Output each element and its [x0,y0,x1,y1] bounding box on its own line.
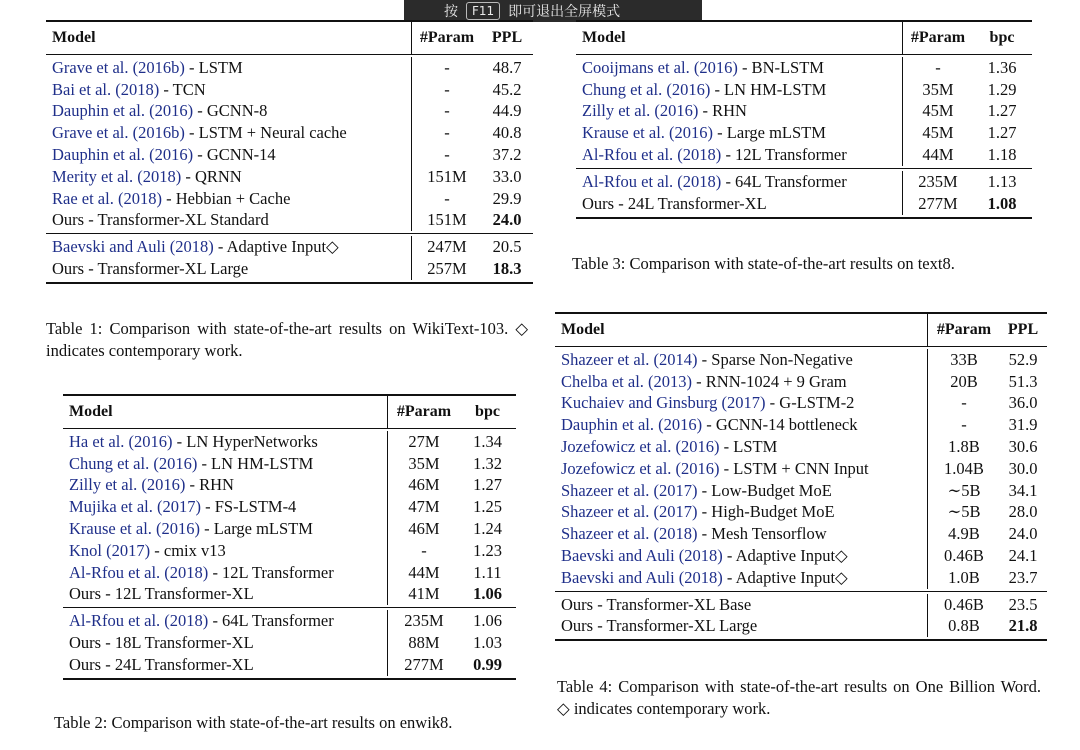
citation-link: Zilly et al. (2016) [69,475,186,495]
citation-link: Rae et al. (2018) [52,188,162,208]
param-cell: 44M [387,562,460,584]
param-cell: 46M [387,518,460,540]
model-cell [46,237,411,257]
table-row [46,166,533,188]
citation-link: Al-Rfou et al. (2018) [69,562,209,582]
model-cell [555,350,927,370]
model-cell [63,563,387,583]
model-cell [63,519,387,539]
model-name: Ours - Transformer-XL Large [561,616,758,636]
table-row [46,236,533,258]
table-row [555,349,1047,371]
table-row [576,122,1032,144]
model-cell [555,568,927,588]
citation-link: Baevski and Auli (2018) [52,237,214,257]
metric-cell: 1.13 [987,171,1017,191]
model-cell [555,524,927,544]
table-row-group [46,55,533,234]
metric-cell: 24.1 [1008,546,1038,566]
metric-cell: 30.0 [1008,458,1038,478]
metric-cell: 28.0 [1008,502,1038,522]
table-row [63,475,516,497]
param-cell: - [411,122,482,144]
param-cell: 45M [902,101,973,123]
table-row [46,57,533,79]
model-name: - LSTM [184,57,243,77]
citation-link: Grave et al. (2016b) [52,57,185,77]
model-name: Ours - Transformer-XL Standard [52,210,269,230]
table-2-caption [54,712,534,734]
table-1-caption-text: Comparison with state-of-the-art results on WikiText-103. ◇ indicates contemporary work. [46,319,529,360]
table-3-caption [572,253,1042,275]
citation-link: Knol (2017) [69,540,151,560]
param-cell: ∼5B [927,502,1000,524]
table-row [63,654,516,676]
citation-link: Grave et al. (2016b) [52,123,185,143]
param-cell: 44M [902,144,973,166]
header-metric: PPL [1007,321,1039,338]
param-cell: 277M [387,654,460,676]
metric-cell: 29.9 [492,188,522,208]
citation-link: Jozefowicz et al. (2016) [561,458,720,478]
model-name: - G-LSTM-2 [765,393,855,413]
model-cell [63,432,387,452]
citation-link: Dauphin et al. (2016) [561,415,703,435]
param-cell: ∼5B [927,480,1000,502]
model-name: - LSTM + CNN Input [719,458,869,478]
model-name: - LSTM [719,437,778,457]
citation-link: Zilly et al. (2016) [582,101,699,121]
model-name: - cmix v13 [150,540,226,560]
param-cell: 0.46B [927,594,1000,616]
citation-link: Jozefowicz et al. (2016) [561,437,720,457]
citation-link: Al-Rfou et al. (2018) [69,611,209,631]
header-model: Model [582,29,626,46]
model-cell [46,189,411,209]
param-cell: 257M [411,258,482,280]
param-cell: - [411,188,482,210]
model-cell [46,58,411,78]
table-row-group [576,55,1032,169]
model-name: Ours - Transformer-XL Base [561,594,752,614]
metric-cell: 33.0 [492,166,522,186]
header-model: Model [69,403,113,420]
model-name: - LN HyperNetworks [172,431,318,451]
model-cell [63,655,387,675]
table-row [555,567,1047,589]
table-row [555,502,1047,524]
metric-cell: 36.0 [1008,393,1038,413]
header-model: Model [561,321,605,338]
model-cell [576,172,902,192]
table-row [46,122,533,144]
model-name: - RHN [698,101,747,121]
metric-cell: 40.8 [492,123,522,143]
model-cell [63,497,387,517]
citation-link: Merity et al. (2018) [52,166,182,186]
table-row [63,431,516,453]
param-cell: 46M [387,475,460,497]
model-name: - GCNN-14 [193,145,276,165]
table-row [63,496,516,518]
param-cell: 151M [411,210,482,232]
model-name: - GCNN-14 bottleneck [702,415,858,435]
metric-cell: 1.34 [473,431,502,451]
model-name: - 12L Transformer [721,145,847,165]
header-param: #Param [411,22,482,54]
model-name: - Adaptive Input◇ [722,546,848,566]
table-row [63,453,516,475]
metric-cell: 37.2 [492,145,522,165]
model-cell [555,372,927,392]
table-1-caption-label: Table 1: [46,319,103,338]
param-cell: 235M [387,610,460,632]
table-row [555,523,1047,545]
citation-link: Baevski and Auli (2018) [561,567,723,587]
model-cell [46,123,411,143]
metric-cell: 1.24 [473,519,502,539]
param-cell: 0.8B [927,616,1000,638]
model-name: - QRNN [181,166,242,186]
model-cell [63,454,387,474]
table-4-caption-label: Table 4: [557,677,613,696]
citation-link: Al-Rfou et al. (2018) [582,145,722,165]
metric-cell: 18.3 [492,259,522,279]
table-row-group [576,169,1032,217]
model-cell [46,259,411,279]
model-cell [555,459,927,479]
citation-link: Cooijmans et al. (2016) [582,57,738,77]
metric-cell: 1.11 [473,562,502,582]
metric-cell: 48.7 [492,57,522,77]
header-metric: PPL [491,29,523,46]
table-row [555,616,1047,638]
param-cell: 1.8B [927,436,1000,458]
param-cell: - [927,414,1000,436]
citation-link: Krause et al. (2016) [69,519,201,539]
header-param: #Param [902,22,973,54]
param-cell: 0.46B [927,545,1000,567]
citation-link: Dauphin et al. (2016) [52,145,194,165]
model-cell [555,481,927,501]
metric-cell: 44.9 [492,101,522,121]
table-row [576,171,1032,193]
header-param: #Param [927,314,1000,346]
table-row [555,414,1047,436]
model-name: - FS-LSTM-4 [200,497,297,517]
f11-key-icon: F11 [466,2,500,20]
citation-link: Ha et al. (2016) [69,431,173,451]
param-cell: 41M [387,584,460,606]
metric-cell: 1.36 [987,57,1017,77]
table-row [555,436,1047,458]
table-row [555,393,1047,415]
model-cell [555,415,927,435]
model-name: - Hebbian + Cache [161,188,291,208]
model-name: - Sparse Non-Negative [697,349,853,369]
table-2-caption-text: Comparison with state-of-the-art results on enwik8. [111,713,453,732]
model-name: - GCNN-8 [193,101,268,121]
model-cell [63,633,387,653]
metric-cell: 21.8 [1008,616,1038,636]
header-model: Model [52,29,96,46]
table-row [63,610,516,632]
metric-cell: 30.6 [1008,437,1038,457]
table-row [46,188,533,210]
hint-text: 即可退出全屏模式 [508,4,621,20]
metric-cell: 1.25 [473,497,502,517]
metric-cell: 1.27 [473,475,502,495]
model-cell [63,611,387,631]
table-row [576,144,1032,166]
citation-link: Chung et al. (2016) [69,453,198,473]
model-name: - Adaptive Input◇ [722,567,848,587]
table-row [63,540,516,562]
param-cell: 4.9B [927,523,1000,545]
metric-cell: 51.3 [1008,371,1038,391]
model-cell [555,616,927,636]
model-name: - Mesh Tensorflow [697,524,827,544]
table-row [555,371,1047,393]
param-cell: 1.0B [927,567,1000,589]
param-cell: 35M [387,453,460,475]
table-row [555,594,1047,616]
model-name: - Large mLSTM [200,519,313,539]
table-row [63,584,516,606]
model-cell [46,167,411,187]
citation-link: Mujika et al. (2017) [69,497,201,517]
table-row-group [63,608,516,677]
model-name: - BN-LSTM [737,57,824,77]
model-cell [555,546,927,566]
model-cell [576,101,902,121]
table-row [63,518,516,540]
table-2 [63,394,516,680]
table-row [46,101,533,123]
citation-link: Shazeer et al. (2017) [561,502,698,522]
table-header-row [46,22,533,55]
table-row [576,101,1032,123]
metric-cell: 23.5 [1008,594,1038,614]
model-name: Ours - 24L Transformer-XL [582,193,767,213]
metric-cell: 1.32 [473,453,502,473]
model-name: - Adaptive Input◇ [213,237,339,257]
model-name: - RNN-1024 + 9 Gram [692,371,847,391]
model-cell [46,210,411,230]
model-cell [63,584,387,604]
table-row [63,562,516,584]
metric-cell: 24.0 [492,210,522,230]
metric-cell: 52.9 [1008,349,1038,369]
model-name: - 64L Transformer [721,171,847,191]
param-cell: 277M [902,193,973,215]
header-metric: bpc [989,29,1015,46]
table-row-group [555,347,1047,592]
model-cell [576,80,902,100]
header-metric: bpc [475,403,500,420]
model-name: - 64L Transformer [208,611,334,631]
param-cell: 45M [902,122,973,144]
metric-cell: 1.06 [473,611,502,631]
table-row [46,258,533,280]
metric-cell: 1.27 [987,123,1017,143]
param-cell: - [927,393,1000,415]
param-cell: - [411,101,482,123]
table-3-caption-text: Comparison with state-of-the-art results on text8. [629,254,955,273]
table-row [63,632,516,654]
model-cell [555,393,927,413]
citation-link: Chung et al. (2016) [582,79,711,99]
table-1 [46,20,533,284]
metric-cell: 0.99 [473,654,502,674]
model-name: Ours - 24L Transformer-XL [69,654,254,674]
model-name: - 12L Transformer [208,562,334,582]
citation-link: Shazeer et al. (2014) [561,349,698,369]
param-cell: - [387,540,460,562]
model-cell [576,123,902,143]
citation-link: Kuchaiev and Ginsburg (2017) [561,393,766,413]
metric-cell: 1.27 [987,101,1017,121]
param-cell: - [411,79,482,101]
citation-link: Al-Rfou et al. (2018) [582,171,722,191]
citation-link: Baevski and Auli (2018) [561,546,723,566]
param-cell: 27M [387,431,460,453]
citation-link: Shazeer et al. (2017) [561,480,698,500]
model-cell [555,437,927,457]
param-cell: - [411,144,482,166]
param-cell: 151M [411,166,482,188]
table-1-caption [46,318,528,362]
metric-cell: 20.5 [492,237,522,257]
metric-cell: 1.23 [473,540,502,560]
table-row [46,144,533,166]
param-cell: 20B [927,371,1000,393]
model-cell [46,80,411,100]
table-row [576,57,1032,79]
metric-cell: 24.0 [1008,524,1038,544]
metric-cell: 1.08 [987,193,1017,213]
metric-cell: 34.1 [1008,480,1038,500]
citation-link: Krause et al. (2016) [582,123,714,143]
table-4-caption-text: Comparison with state-of-the-art results on One Billion Word. ◇ indicates contemporary work. [557,677,1042,718]
metric-cell: 1.18 [987,145,1017,165]
model-name: - Low-Budget MoE [697,480,832,500]
model-cell [46,145,411,165]
model-name: - High-Budget MoE [697,502,835,522]
fullscreen-exit-hint [404,0,702,22]
param-cell: - [902,57,973,79]
param-cell: 33B [927,349,1000,371]
table-row-group [46,234,533,282]
model-name: Ours - 18L Transformer-XL [69,633,254,653]
citation-link: Chelba et al. (2013) [561,371,693,391]
param-cell: 88M [387,632,460,654]
model-cell [576,145,902,165]
table-3 [576,20,1032,219]
table-row-group [63,429,516,608]
metric-cell: 1.06 [473,584,502,604]
model-name: - LSTM + Neural cache [184,123,347,143]
model-cell [576,58,902,78]
table-row [46,210,533,232]
table-row-group [555,592,1047,640]
model-cell [63,541,387,561]
param-cell: 47M [387,496,460,518]
metric-cell: 23.7 [1008,567,1038,587]
model-cell [63,475,387,495]
table-row [46,79,533,101]
header-param: #Param [387,396,460,428]
param-cell: 35M [902,79,973,101]
table-4-caption [557,676,1041,720]
metric-cell: 1.03 [473,633,502,653]
table-row [576,193,1032,215]
metric-cell: 31.9 [1008,415,1038,435]
hint-prefix: 按 [444,4,458,20]
metric-cell: 1.29 [987,79,1017,99]
model-name: - RHN [185,475,234,495]
model-name: - Large mLSTM [713,123,826,143]
citation-link: Dauphin et al. (2016) [52,101,194,121]
table-header-row [555,314,1047,347]
model-name: - TCN [159,79,206,99]
model-name: - LN HM-LSTM [197,453,314,473]
table-row [555,480,1047,502]
table-2-caption-label: Table 2: [54,713,108,732]
param-cell: 1.04B [927,458,1000,480]
table-3-caption-label: Table 3: [572,254,626,273]
model-cell [555,502,927,522]
param-cell: 247M [411,236,482,258]
table-header-row [63,396,516,429]
param-cell: - [411,57,482,79]
metric-cell: 45.2 [492,79,522,99]
model-cell [555,595,927,615]
table-row [555,545,1047,567]
model-name: Ours - Transformer-XL Large [52,259,249,279]
param-cell: 235M [902,171,973,193]
table-header-row [576,22,1032,55]
model-name: Ours - 12L Transformer-XL [69,584,254,604]
citation-link: Shazeer et al. (2018) [561,524,698,544]
model-cell [576,194,902,214]
citation-link: Bai et al. (2018) [52,79,160,99]
model-name: - LN HM-LSTM [710,79,827,99]
table-row [576,79,1032,101]
model-cell [46,101,411,121]
table-4 [555,312,1047,641]
table-row [555,458,1047,480]
